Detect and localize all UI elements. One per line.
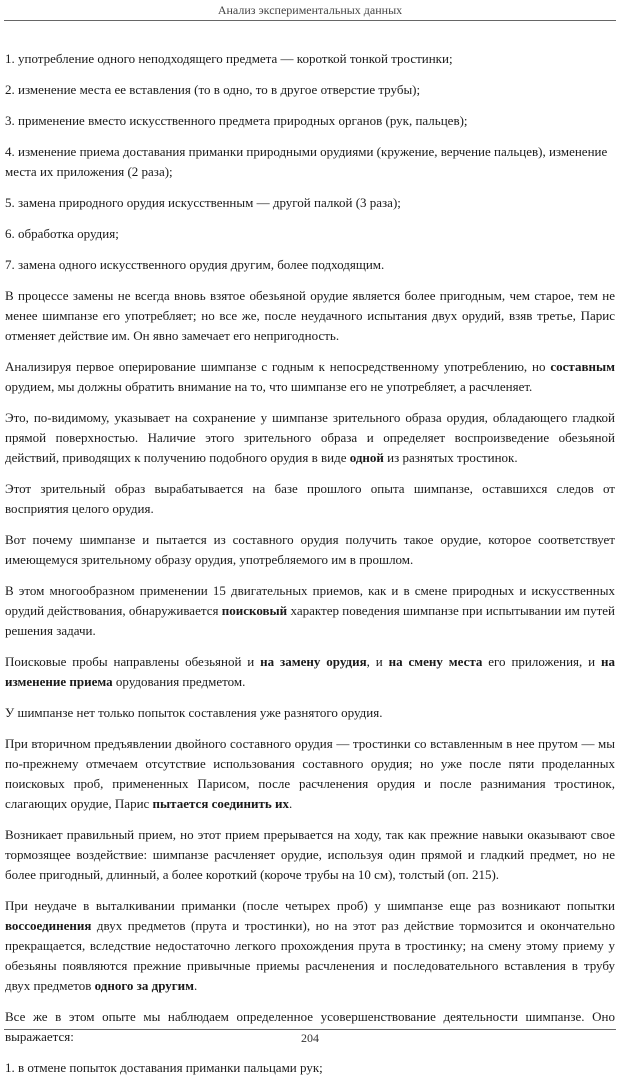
running-header: Анализ экспериментальных данных [217,3,403,17]
paragraph-p7 [5,652,615,692]
list-item: 7. замена одного искусственного орудия другим, более подходящим. [5,257,385,272]
text-run: орудием, мы должны обратить внимание на то, что шимпанзе его не употребляет, а расчленяет. [5,379,533,394]
text-run: характер поведения шимпанзе при испытывании им путей решения задачи. [5,603,615,638]
list-item: 4. изменение приема доставания приманки природными орудиями (кружение, верчение пальцев), изменение места их приложения (2 раза); [5,144,608,179]
paragraph-p4 [5,479,615,519]
list-item: 5. замена природного орудия искусственным — другой палкой (3 раза); [5,195,401,210]
text-run: При вторичном предъявлении двойного составного орудия — тростинки со вставленным в нее прутом — мы по-прежнему отмечаем отсутствие использования составного орудия; но уже после пяти проделанных поисковых проб, примененных Парисом, после расчленения орудия и после разнимания тростинок, слагающих орудие, Парис [5,736,615,811]
emphasis-text: пытается соединить их [152,796,290,811]
numbered-list-changes [5,49,615,275]
text-run: Анализируя первое оперирование шимпанзе с годным к непосредственному употреблению, но [5,359,551,374]
emphasis-text: одной [349,450,384,465]
text-run: орудования предметом. [112,674,246,689]
text-run: Этот зрительный образ вырабатывается на базе прошлого опыта шимпанзе, оставшихся следов от восприятия целого орудия. [5,481,615,516]
text-run: При неудаче в выталкивании приманки (после четырех проб) у шимпанзе еще раз возникают попытки [5,898,615,913]
header-divider [4,20,616,21]
paragraph-p5 [5,530,615,570]
emphasis-text: воссоединения [5,918,92,933]
list-item: 3. применение вместо искусственного предмета природных органов (рук, пальцев); [5,113,468,128]
paragraph-p10 [5,825,615,885]
text-run: Поисковые пробы направлены обезьяной и [5,654,261,669]
list-item: 1. в отмене попыток доставания приманки пальцами рук; [5,1060,323,1075]
text-run: Вот почему шимпанзе и пытается из составного орудия получить такое орудие, которое соответствует имеющемуся зрительному образу орудия, употребляемого им в прошлом. [5,532,615,567]
text-run: двух предметов (прута и тростинки), но на этот раз действие тормозится и окончательно прекращается, вследствие недостаточно легкого прохождения прута в тростинку; на смену этому приему у обезьяны появляются прежние привычные приемы расчленения и последовательного вставления в трубу двух предметов [5,918,615,993]
paragraph-p8 [5,703,615,723]
text-run: его приложения, и [482,654,601,669]
numbered-list-improvements [5,1058,615,1078]
text-run: . [289,796,293,811]
page-number: 204 [301,1031,319,1045]
paragraph-p11 [5,896,615,996]
text-run: , и [366,654,389,669]
list-item: 2. изменение места ее вставления (то в одно, то в другое отверстие трубы); [5,82,421,97]
page-body [5,49,615,1089]
emphasis-text: на замену орудия [260,654,367,669]
text-run: . [194,978,198,993]
paragraphs [5,286,615,1047]
emphasis-text: на смену места [388,654,483,669]
list-item: 1. употребление одного неподходящего предмета — короткой тонкой тростинки; [5,51,453,66]
text-run: Это, по-видимому, указывает на сохранение у шимпанзе зрительного образа орудия, обладающего гладкой прямой поверхностью. Наличие этого зрительного образа и определяет воспроизведение обезьяной действий, приводящих к получению подобного орудия в виде [5,410,615,465]
text-run: Все же в этом опыте мы наблюдаем определенное усовершенствование деятельности шимпанзе. Оно выражается: [5,1009,615,1044]
emphasis-text: одного за другим [94,978,195,993]
list-item: 6. обработка орудия; [5,226,119,241]
emphasis-text: поисковый [221,603,288,618]
paragraph-p3 [5,408,615,468]
text-run: У шимпанзе нет только попыток составления уже разнятого орудия. [5,705,383,720]
emphasis-text: составным [550,359,615,374]
paragraph-p9 [5,734,615,814]
text-run: из разнятых тростинок. [383,450,518,465]
emphasis-text: на изменение приема [5,654,615,689]
text-run: В процессе замены не всегда вновь взятое обезьяной орудие является более пригодным, чем старое, тем не менее шимпанзе его употребляет; но все же, после неудачного испытания двух орудий, взяв третье, Парис отменяет действие им. Он явно замечает его непригодность. [5,288,615,343]
paragraph-p6 [5,581,615,641]
text-run: В этом многообразном применении 15 двигательных приемов, как и в смене природных и искусственных орудий действования, обнаруживается [5,583,615,618]
paragraph-p1 [5,286,615,346]
paragraph-p2 [5,357,615,397]
text-run: Возникает правильный прием, но этот прием прерывается на ходу, так как прежние навыки оказывают свое тормозящее воздействие: шимпанзе расчленяет орудие, используя один прямой и гладкий предмет, но не более пригодный, длинный, а более короткий (короче трубы на 10 см), толстый (оп. 215). [5,827,615,882]
